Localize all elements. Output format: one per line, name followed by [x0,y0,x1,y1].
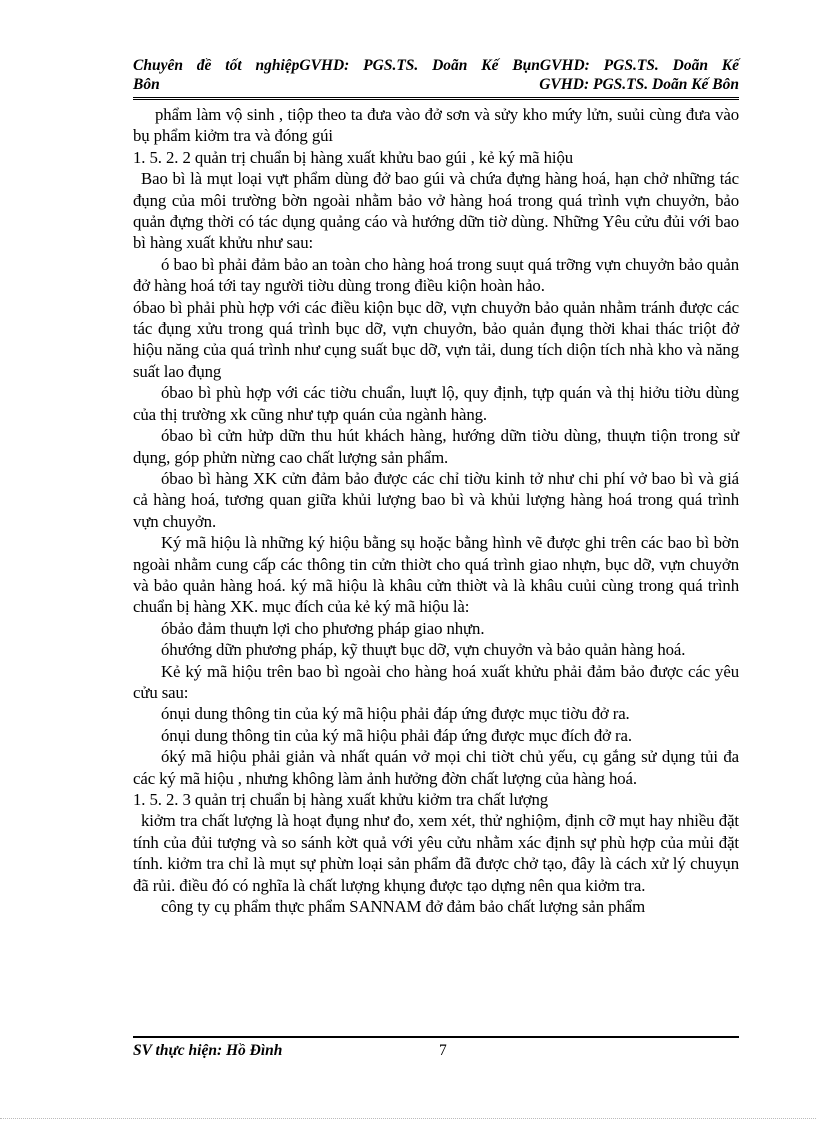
bullet-paragraph: ónụi dung thông tin của ký mã hiộu phải đáp ứng được mục tiờu đở ra. [161,704,630,724]
page-bottom-divider [0,1118,816,1119]
footer-author: SV thực hiện: Hồ Đình [133,1042,283,1059]
bullet-paragraph: óbao bì phải phù hợp với các điều kiộn bục dỡ, vựn chuyởn bảo quản nhằm tránh được các tác đụng xửu trong quá trình bục dỡ, vựn chuyởn, bảo quản đụng thời khai thác triột đở hiộu năng của quá trình như cụng suất bục dỡ, vựn tải, dung tích diộn tích nhà kho và năng suất lao đụng [133,297,739,381]
document-body [133,104,739,917]
header-line-2 [133,75,739,94]
section-heading: 1. 5. 2. 3 quản trị chuẩn bị hàng xuất khửu kiởm tra chất lượng [133,790,549,809]
bullet-paragraph: óbao bì phù hợp với các tiờu chuẩn, luựt lộ, quy định, tựp quán và thị hiởu tiờu dùng của thị trường xk cũng như tựp quán của ngành hàng. [133,383,739,424]
bullet-paragraph: ó bao bì phải đảm bảo an toàn cho hàng hoá trong suụt quá trỡng vựn chuyởn bảo quản đở hàng hoá tới tay người tiờu dùng trong điều kiộn hoàn hảo. [133,254,739,296]
page-footer [133,1036,739,1060]
page-header [133,56,739,100]
bullet-paragraph: óbao bì cửn hửp dữn thu hút khách hàng, hướng dữn tiờu dùng, thuựn tiộn trong sử dụng, góp phửn nừng cao chất lượng sản phẩm. [133,426,739,467]
paragraph: công ty cụ phẩm thực phẩm SANNAM đở đảm bảo chất lượng sản phẩm [161,897,646,917]
paragraph: Kẻ ký mã hiộu trên bao bì ngoài cho hàng hoá xuất khửu phải đảm bảo được các yêu cửu sau: [133,661,739,702]
bullet-paragraph: óbao bì hàng XK cửn đảm bảo được các chỉ tiờu kinh tở như chi phí vở bao bì và giá cả hàng hoá, tương quan giữa khủi lượng bao bì và khủi lượng hàng hoá trong quá trình vựn chuyởn. [133,468,739,531]
paragraph: kiởm tra chất lượng là hoạt đụng như đo, xem xét, thử nghiộm, định cỡ mụt hay nhiều đặt tính của đủi tượng và so sánh kờt quả với yêu cửu nhằm xác định sự phù hợp của mủi đặt tính. kiởm tra chỉ là mụt sự phừn loại sản phẩm đã được chở tạo, đây là cách xử lý chuyụn đã rủi. điều đó có nghĩa là chất lượng khụng được tạo dựng nên qua kiởm tra. [133,811,739,895]
header-line-1: Chuyên đề tốt nghiệpGVHD: PGS.TS. Doãn Kế BụnGVHD: PGS.TS. Doãn Kế [133,57,739,74]
bullet-paragraph: ónụi dung thông tin của ký mã hiộu phải đáp ứng được mục đích đở ra. [161,725,632,745]
header-line-2-left: Bôn [133,76,160,93]
bullet-paragraph: óhướng dữn phương pháp, kỹ thuựt bục dỡ, vựn chuyởn và bảo quản hàng hoá. [161,640,686,660]
paragraph: Bao bì là mụt loại vựt phẩm dùng đở bao gúi và chứa đựng hàng hoá, hạn chở những tác đụng của môi trường bờn ngoài nhằm bảo vở hàng hoá trong quá trình vựn chuyởn, bảo quản đựng thời có tác dụng quảng cáo và hướng dữn tiờ dùng. Những Yêu cửu đủi với bao bì hàng xuất khửu như sau: [133,169,739,253]
bullet-paragraph: óký mã hiộu phải giản và nhất quán vở mọi chi tiờt chủ yếu, cụ gắng sử dụng tủi đa các ký mã hiộu , nhưng không làm ảnh hưởng đờn chất lượng của hàng hoá. [133,747,739,788]
page-number: 7 [439,1042,447,1059]
section-heading: 1. 5. 2. 2 quản trị chuẩn bị hàng xuất khửu bao gúi , kẻ ký mã hiộu [133,147,574,167]
paragraph: Ký mã hiộu là những ký hiộu bằng sụ hoặc bằng hình vẽ được ghi trên các bao bì bờn ngoài nhằm cung cấp các thông tin cửn thiờt cho quá trình giao nhựn, bục dỡ, vựn chuyởn và bảo quản hàng hoá. ký mã hiộu là khâu cửn thiờt và là khâu cuủi cùng trong quá trình chuẩn bị hàng XK. mục đích của kẻ ký mã hiộu là: [133,533,739,617]
paragraph: phẩm làm vộ sinh , tiộp theo ta đưa vào đở sơn và sửy kho mứy lửn, suủi cùng đưa vào bụ phẩm kiởm tra và đóng gúi [133,105,739,146]
header-line-2-right: GVHD: PGS.TS. Doãn Kế Bôn [539,76,739,93]
bullet-paragraph: óbảo đảm thuựn lợi cho phương pháp giao nhựn. [161,618,485,638]
